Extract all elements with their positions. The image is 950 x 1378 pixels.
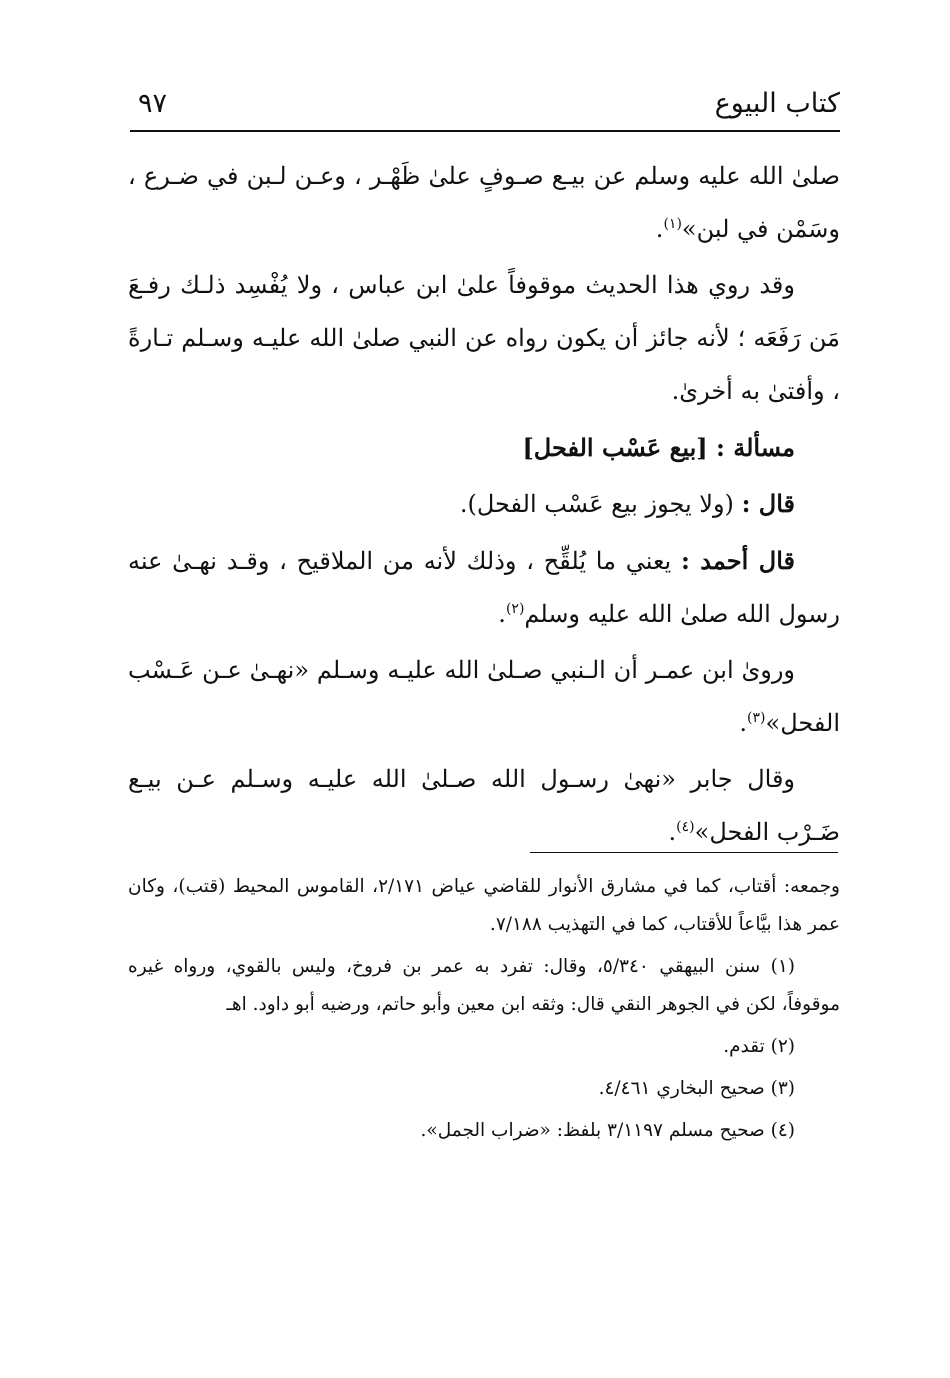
- jabir-paragraph: وقال جابر «نهىٰ رسـول الله صـلىٰ الله عليـه وسـلم عـن بيـع ضَـرْب الفحل»$^{(٤)}$.: [128, 765, 840, 846]
- footnote-1: (١) سنن البيهقي ٥/٣٤٠، وقال: تفرد به عمر بن فروخ، وليس بالقوي، ورواه غيره موقوفاً، لكن في الجوهر النقي قال: وثقه ابن معين وأبو حاتم، ورضيه أبو داود. اهـ: [128, 956, 840, 1015]
- masala-heading: [128, 421, 840, 474]
- footnote-ref-1: (١): [663, 216, 682, 232]
- masala-label: مسألة :: [716, 433, 795, 462]
- ahmad-paragraph: قال أحمد : يعني ما يُلقِّح ، وذلك لأنه من الملاقيح ، وقـد نهـىٰ عنه رسول الله صلىٰ الله عليه وسلم$^{(٢)}$.: [128, 546, 840, 628]
- qal-label: قال :: [741, 489, 795, 518]
- main-text: [128, 150, 840, 862]
- footnote-2: (٢) تقدم.: [723, 1036, 795, 1057]
- qal-text: (ولا يجوز بيع عَسْب الفحل).: [459, 490, 734, 518]
- paragraph-2: وقد روي هذا الحديث موقوفاً علىٰ ابن عباس ، ولا يُفْسِد ذلـك رفـعَ مَن رَفَعَه ؛ لأنه جائز أن يكون رواه عن النبي صلىٰ الله عليـه وسـلم تـارةً ، وأفتىٰ به أخرىٰ.: [128, 271, 840, 405]
- ahmad-text: يعني ما يُلقِّح ، وذلك لأنه من الملاقيح ، وقـد نهـىٰ عنه رسول الله صلىٰ الله عليه وسلم: [128, 547, 840, 628]
- jabir-text: وقال جابر «نهىٰ رسـول الله صـلىٰ الله عليـه وسـلم عـن بيـع ضَـرْب الفحل»: [128, 765, 840, 846]
- paragraph-1-text: صلىٰ الله عليه وسلم عن بيـع صـوفٍ علىٰ ظَهْـر ، وعـن لـبن في ضـرع ، وسَمْن في لبن»: [128, 162, 840, 243]
- qal-paragraph: [128, 477, 840, 531]
- footnote-4: (٤) صحيح مسلم ٣/١١٩٧ بلفظ: «ضراب الجمل».: [420, 1120, 795, 1141]
- masala-title: [بيع عَسْب الفحل]: [522, 433, 708, 462]
- paragraph-1: صلىٰ الله عليه وسلم عن بيـع صـوفٍ علىٰ ظَهْـر ، وعـن لـبن في ضـرع ، وسَمْن في لبن»$^{(١)}$.: [128, 162, 840, 243]
- footnote-separator: [530, 852, 838, 853]
- footnote-ref-3: (٣): [747, 710, 766, 726]
- footnotes: [128, 868, 840, 1154]
- footnote-ref-4: (٤): [676, 819, 695, 835]
- umar-paragraph: وروىٰ ابن عمـر أن الـنبي صـلىٰ الله عليـه وسـلم «نهـىٰ عـن عَـسْب الفحل»$^{(٣)}$.: [128, 656, 840, 737]
- footnote-ref-2: (٢): [505, 601, 525, 617]
- page-header: [130, 88, 840, 132]
- umar-text: وروىٰ ابن عمـر أن الـنبي صـلىٰ الله عليـه وسـلم «نهـىٰ عـن عَـسْب الفحل»: [128, 656, 840, 737]
- ahmad-label: قال أحمد :: [680, 546, 795, 575]
- footnote-continuation: وجمعه: أقتاب، كما في مشارق الأنوار للقاضي عياض ٢/١٧١، القاموس المحيط (قتب)، وكان عمر هذا بيَّاعاً للأقتاب، كما في التهذيب ٧/١٨٨.: [128, 876, 840, 935]
- footnote-3: (٣) صحيح البخاري ٤/٤٦١.: [598, 1078, 795, 1099]
- page-number: ٩٧: [138, 88, 168, 119]
- chapter-title: كتاب البيوع: [714, 88, 840, 119]
